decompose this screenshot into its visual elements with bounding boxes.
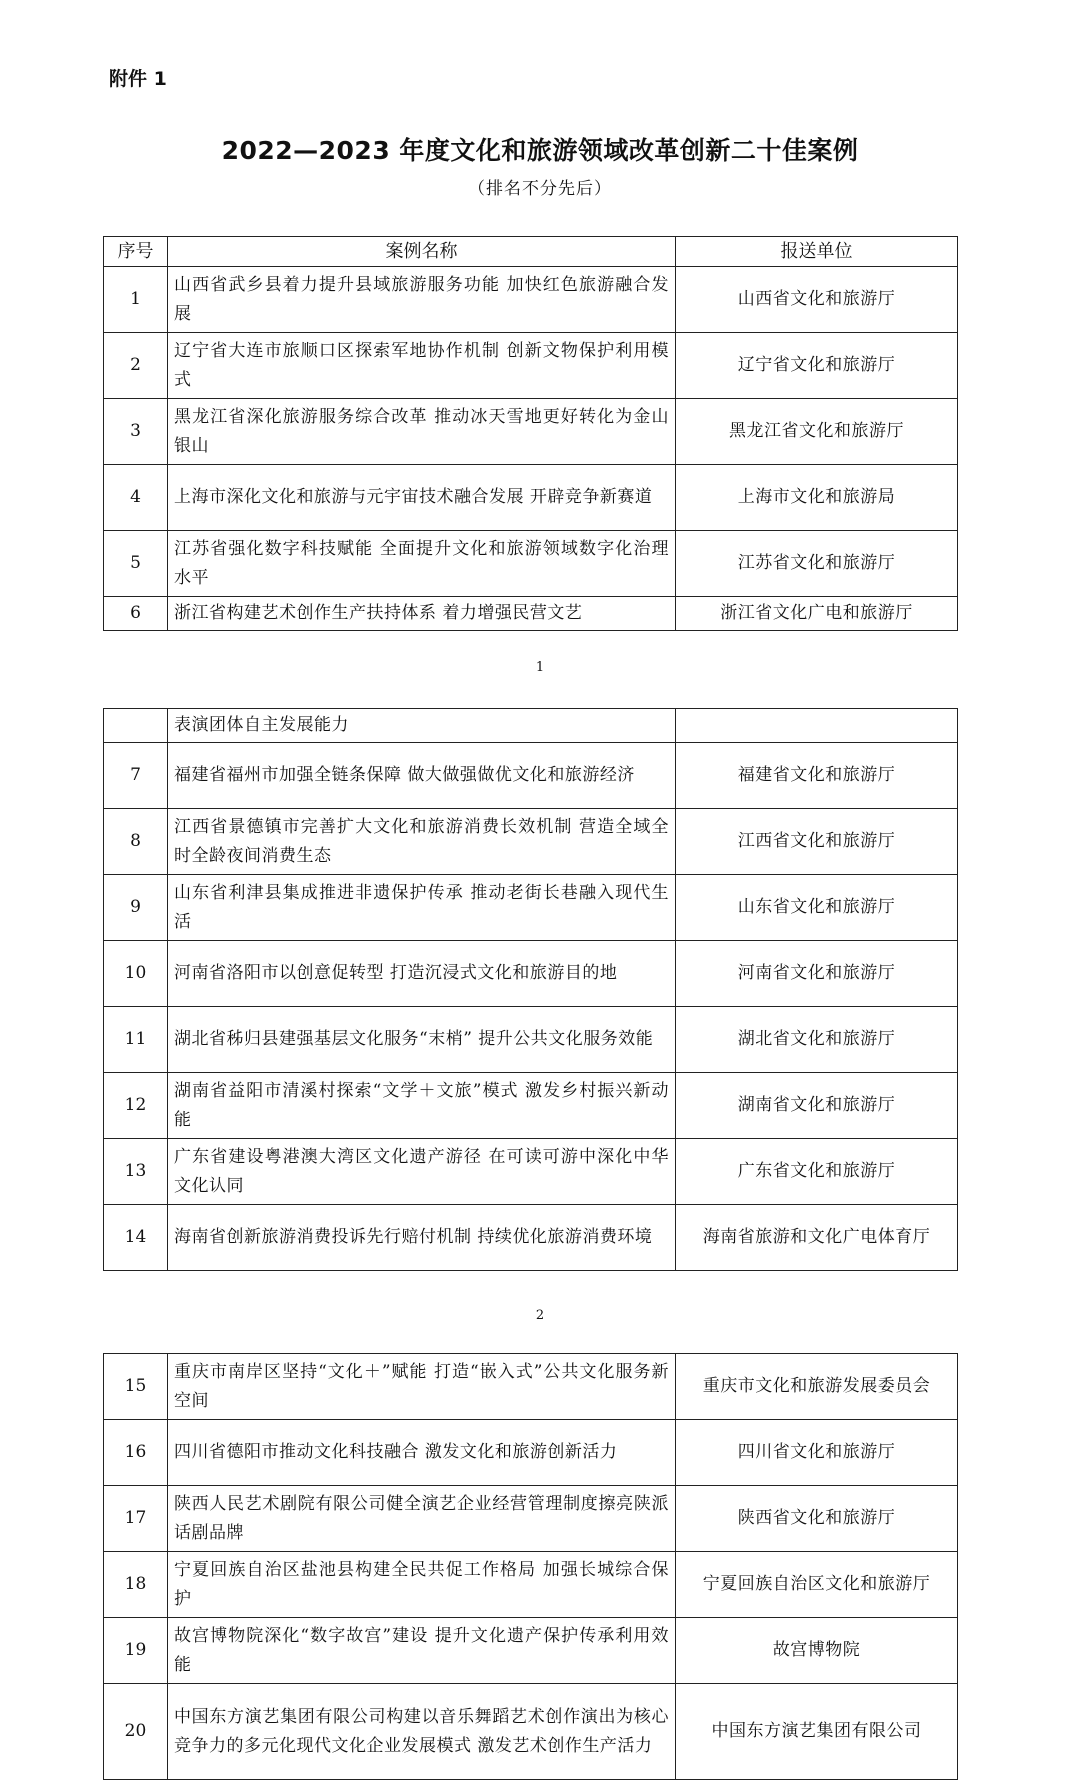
row-number: 5 <box>104 531 168 597</box>
case-name: 重庆市南岸区坚持“文化＋”赋能 打造“嵌入式”公共文化服务新空间 <box>168 1354 676 1420</box>
row-number: 2 <box>104 333 168 399</box>
row-number: 18 <box>104 1552 168 1618</box>
case-name: 广东省建设粤港澳大湾区文化遗产游径 在可读可游中深化中华文化认同 <box>168 1139 676 1205</box>
attachment-label: 附件 1 <box>109 68 167 90</box>
row-number: 7 <box>104 743 168 809</box>
row-number: 13 <box>104 1139 168 1205</box>
reporting-unit: 湖南省文化和旅游厅 <box>676 1073 958 1139</box>
cases-table-part-1 <box>103 236 958 631</box>
cases-table-part-3 <box>103 1353 958 1780</box>
row-number: 1 <box>104 267 168 333</box>
table-row <box>104 709 958 743</box>
row-number: 14 <box>104 1205 168 1271</box>
table-row <box>104 1420 958 1486</box>
reporting-unit: 山东省文化和旅游厅 <box>676 875 958 941</box>
case-name: 海南省创新旅游消费投诉先行赔付机制 持续优化旅游消费环境 <box>168 1205 676 1271</box>
case-name: 表演团体自主发展能力 <box>168 709 676 743</box>
table-row <box>104 875 958 941</box>
reporting-unit: 宁夏回族自治区文化和旅游厅 <box>676 1552 958 1618</box>
row-number <box>104 709 168 743</box>
document-title: 2022—2023 年度文化和旅游领域改革创新二十佳案例 <box>221 136 859 165</box>
reporting-unit: 重庆市文化和旅游发展委员会 <box>676 1354 958 1420</box>
row-number: 6 <box>104 597 168 631</box>
case-name: 山东省利津县集成推进非遗保护传承 推动老街长巷融入现代生活 <box>168 875 676 941</box>
table-row <box>104 1552 958 1618</box>
case-name: 江西省景德镇市完善扩大文化和旅游消费长效机制 营造全域全时全龄夜间消费生态 <box>168 809 676 875</box>
reporting-unit: 湖北省文化和旅游厅 <box>676 1007 958 1073</box>
reporting-unit: 福建省文化和旅游厅 <box>676 743 958 809</box>
table-row <box>104 743 958 809</box>
cases-table-part-2 <box>103 708 958 1271</box>
reporting-unit: 山西省文化和旅游厅 <box>676 267 958 333</box>
case-name: 陕西人民艺术剧院有限公司健全演艺企业经营管理制度擦亮陕派话剧品牌 <box>168 1486 676 1552</box>
table-row <box>104 1486 958 1552</box>
row-number: 12 <box>104 1073 168 1139</box>
column-header-no: 序号 <box>104 237 168 267</box>
reporting-unit: 黑龙江省文化和旅游厅 <box>676 399 958 465</box>
row-number: 17 <box>104 1486 168 1552</box>
table-row <box>104 1684 958 1780</box>
table-row <box>104 267 958 333</box>
table-row <box>104 465 958 531</box>
reporting-unit: 海南省旅游和文化广电体育厅 <box>676 1205 958 1271</box>
case-name: 湖南省益阳市清溪村探索“文学＋文旅”模式 激发乡村振兴新动能 <box>168 1073 676 1139</box>
reporting-unit: 中国东方演艺集团有限公司 <box>676 1684 958 1780</box>
reporting-unit: 江西省文化和旅游厅 <box>676 809 958 875</box>
reporting-unit: 辽宁省文化和旅游厅 <box>676 333 958 399</box>
table-row <box>104 1354 958 1420</box>
case-name: 辽宁省大连市旅顺口区探索军地协作机制 创新文物保护利用模式 <box>168 333 676 399</box>
row-number: 16 <box>104 1420 168 1486</box>
row-number: 11 <box>104 1007 168 1073</box>
reporting-unit: 浙江省文化广电和旅游厅 <box>676 597 958 631</box>
row-number: 15 <box>104 1354 168 1420</box>
table-row <box>104 809 958 875</box>
reporting-unit: 四川省文化和旅游厅 <box>676 1420 958 1486</box>
reporting-unit: 故宫博物院 <box>676 1618 958 1684</box>
table-row <box>104 1007 958 1073</box>
table-row <box>104 1139 958 1205</box>
column-header-name: 案例名称 <box>168 237 676 267</box>
case-name: 黑龙江省深化旅游服务综合改革 推动冰天雪地更好转化为金山银山 <box>168 399 676 465</box>
page-number: 1 <box>535 660 545 675</box>
reporting-unit: 陕西省文化和旅游厅 <box>676 1486 958 1552</box>
row-number: 20 <box>104 1684 168 1780</box>
reporting-unit: 上海市文化和旅游局 <box>676 465 958 531</box>
table-row <box>104 531 958 597</box>
table-row <box>104 399 958 465</box>
case-name: 福建省福州市加强全链条保障 做大做强做优文化和旅游经济 <box>168 743 676 809</box>
case-name: 山西省武乡县着力提升县域旅游服务功能 加快红色旅游融合发展 <box>168 267 676 333</box>
row-number: 4 <box>104 465 168 531</box>
case-name: 湖北省秭归县建强基层文化服务“末梢” 提升公共文化服务效能 <box>168 1007 676 1073</box>
row-number: 19 <box>104 1618 168 1684</box>
case-name: 四川省德阳市推动文化科技融合 激发文化和旅游创新活力 <box>168 1420 676 1486</box>
table-row <box>104 333 958 399</box>
row-number: 9 <box>104 875 168 941</box>
table-row <box>104 597 958 631</box>
table-row <box>104 1073 958 1139</box>
reporting-unit: 广东省文化和旅游厅 <box>676 1139 958 1205</box>
row-number: 10 <box>104 941 168 1007</box>
reporting-unit: 河南省文化和旅游厅 <box>676 941 958 1007</box>
case-name: 浙江省构建艺术创作生产扶持体系 着力增强民营文艺 <box>168 597 676 631</box>
case-name: 故宫博物院深化“数字故宫”建设 提升文化遗产保护传承利用效能 <box>168 1618 676 1684</box>
case-name: 上海市深化文化和旅游与元宇宙技术融合发展 开辟竞争新赛道 <box>168 465 676 531</box>
page-number: 2 <box>535 1308 545 1323</box>
document-subtitle: （排名不分先后） <box>468 179 612 199</box>
reporting-unit: 江苏省文化和旅游厅 <box>676 531 958 597</box>
row-number: 8 <box>104 809 168 875</box>
table-row <box>104 1618 958 1684</box>
column-header-unit: 报送单位 <box>676 237 958 267</box>
row-number: 3 <box>104 399 168 465</box>
case-name: 宁夏回族自治区盐池县构建全民共促工作格局 加强长城综合保护 <box>168 1552 676 1618</box>
table-row <box>104 1205 958 1271</box>
reporting-unit <box>676 709 958 743</box>
case-name: 中国东方演艺集团有限公司构建以音乐舞蹈艺术创作演出为核心竞争力的多元化现代文化企业发展模式 激发艺术创作生产活力 <box>168 1684 676 1780</box>
case-name: 河南省洛阳市以创意促转型 打造沉浸式文化和旅游目的地 <box>168 941 676 1007</box>
case-name: 江苏省强化数字科技赋能 全面提升文化和旅游领域数字化治理水平 <box>168 531 676 597</box>
table-row <box>104 941 958 1007</box>
